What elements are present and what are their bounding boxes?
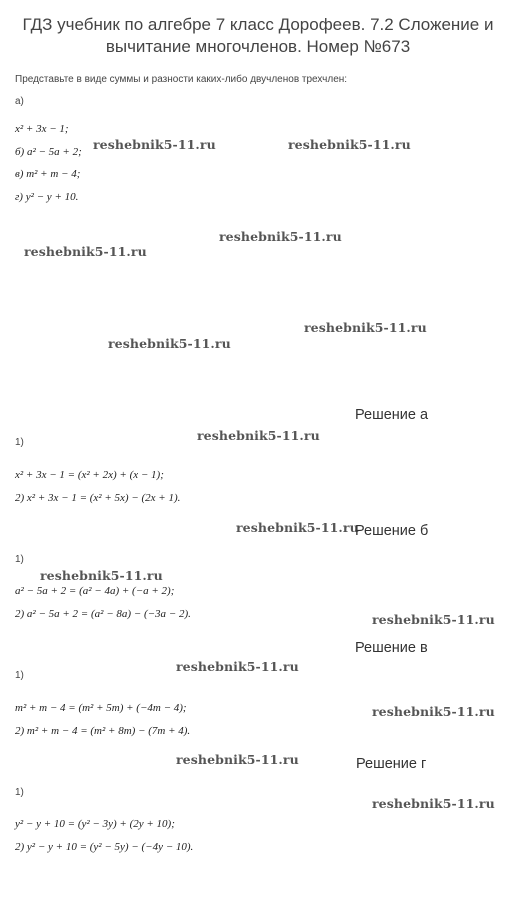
solution-heading: Решение а (355, 407, 429, 423)
task-label-a: а) (15, 96, 24, 107)
solution-line: y² − y + 10 = (y² − 3y) + (2y + 10); (15, 818, 175, 830)
solution-line: 2) y² − y + 10 = (y² − 5y) − (−4y − 10). (15, 841, 194, 853)
watermark-text: reshebnik5-11.ru (372, 704, 495, 719)
watermark-text: reshebnik5-11.ru (304, 320, 427, 335)
watermark-text: reshebnik5-11.ru (372, 796, 495, 811)
watermark-text: reshebnik5-11.ru (108, 336, 231, 351)
solution-line: m² + m − 4 = (m² + 5m) + (−4m − 4); (15, 702, 187, 714)
watermark-text: reshebnik5-11.ru (176, 659, 299, 674)
task-item-d: г) y² − y + 10. (15, 191, 79, 203)
solution-number: 1) (15, 670, 24, 681)
solution-line: 2) m² + m − 4 = (m² + 8m) − (7m + 4). (15, 725, 191, 737)
solution-heading: Решение г (356, 756, 427, 772)
task-item-c: в) m² + m − 4; (15, 168, 81, 180)
task-statement: Представьте в виде суммы и разности каких-либо двучленов трехчлен: (15, 74, 348, 85)
watermark-text: reshebnik5-11.ru (24, 244, 147, 259)
solution-line: 2) x² + 3x − 1 = (x² + 5x) − (2x + 1). (15, 492, 181, 504)
task-item-b: б) a² − 5a + 2; (15, 146, 82, 158)
solution-heading: Решение б (355, 523, 429, 539)
watermark-text: reshebnik5-11.ru (372, 612, 495, 627)
solution-number: 1) (15, 554, 24, 565)
watermark-text: reshebnik5-11.ru (197, 428, 320, 443)
watermark-text: reshebnik5-11.ru (93, 137, 216, 152)
watermark-text: reshebnik5-11.ru (40, 568, 163, 583)
watermark-text: reshebnik5-11.ru (176, 752, 299, 767)
solution-line: a² − 5a + 2 = (a² − 4a) + (−a + 2); (15, 585, 175, 597)
solution-number: 1) (15, 437, 24, 448)
watermark-text: reshebnik5-11.ru (288, 137, 411, 152)
task-item-a: x² + 3x − 1; (15, 123, 69, 135)
solution-line: 2) a² − 5a + 2 = (a² − 8a) − (−3a − 2). (15, 608, 191, 620)
solution-line: x² + 3x − 1 = (x² + 2x) + (x − 1); (15, 469, 164, 481)
page-title: ГДЗ учебник по алгебре 7 класс Дорофеев. 7.2 Сложение и вычитание многочленов. Номер №673 (22, 15, 494, 56)
watermark-text: reshebnik5-11.ru (236, 520, 359, 535)
solution-heading: Решение в (355, 640, 428, 656)
watermark-text: reshebnik5-11.ru (219, 229, 342, 244)
solution-number: 1) (15, 787, 24, 798)
